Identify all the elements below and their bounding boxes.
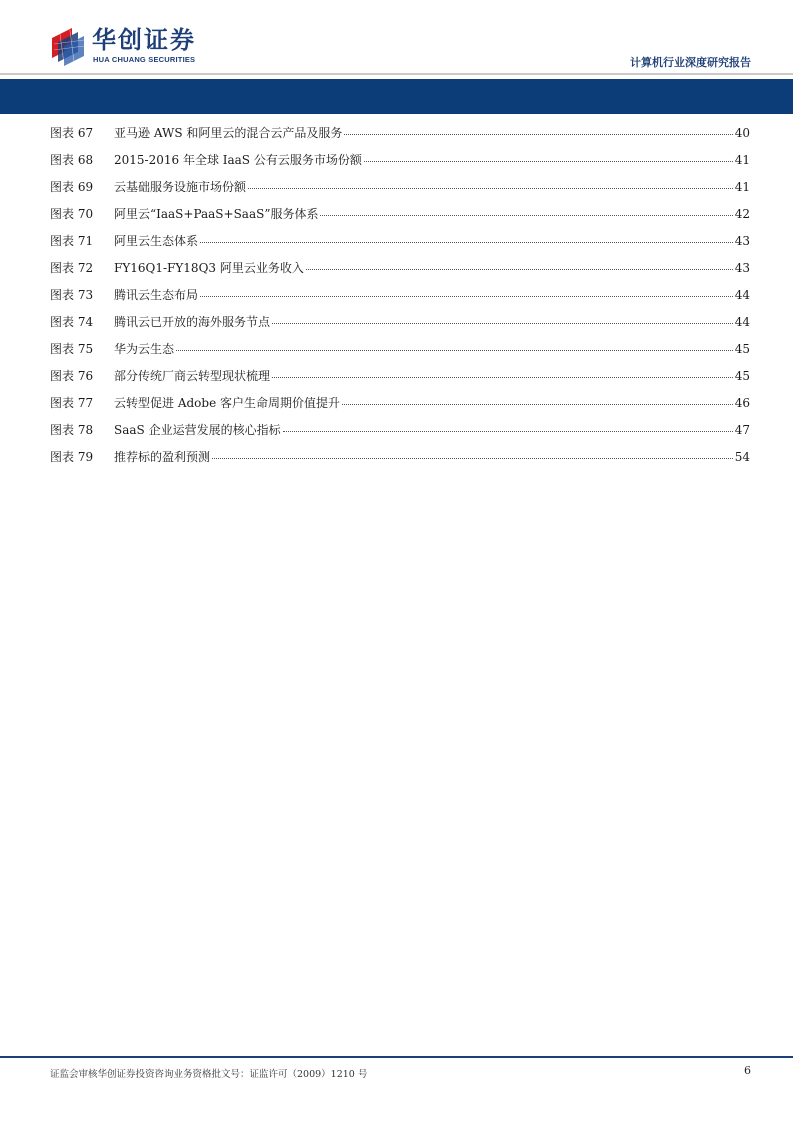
toc-entry-label: 图表 74: [50, 315, 94, 329]
toc-entry-label: 图表 75: [50, 342, 94, 356]
toc-entry-page: 41: [734, 180, 750, 194]
logo-english-name: HUA CHUANG SECURITIES: [93, 55, 196, 64]
toc-entry-label: 图表 72: [50, 261, 94, 275]
toc-entry-label: 图表 77: [50, 396, 94, 410]
toc-entry-title: SaaS 企业运营发展的核心指标: [114, 423, 281, 437]
header-band: [0, 79, 793, 114]
toc-entry-page: 42: [734, 207, 750, 221]
toc-entry-page: 43: [734, 261, 750, 275]
footer-divider: [0, 1056, 793, 1058]
toc-entry-leader: [272, 322, 733, 324]
toc-entry-leader: [283, 430, 733, 432]
page-header: [0, 0, 793, 80]
toc-entry-title: 2015-2016 年全球 IaaS 公有云服务市场份额: [114, 153, 362, 167]
toc-entry-leader: [200, 295, 733, 297]
toc-entry-page: 40: [734, 126, 750, 140]
toc-entry-title: 阿里云“IaaS+PaaS+SaaS”服务体系: [114, 207, 319, 221]
toc-entry-label: 图表 69: [50, 180, 94, 194]
page-number: 6: [744, 1064, 751, 1077]
toc-entry-leader: [176, 349, 733, 351]
toc-entry-leader: [200, 241, 733, 243]
toc-entry-title: 推荐标的盈利预测: [114, 450, 211, 464]
toc-entry-page: 47: [734, 423, 750, 437]
report-type-title: 计算机行业深度研究报告: [630, 56, 751, 69]
toc-entry-title: 腾讯云生态布局: [114, 288, 199, 302]
toc-entry[interactable]: [50, 396, 750, 423]
toc-entry-page: 45: [734, 369, 750, 383]
toc-entry[interactable]: [50, 450, 750, 477]
toc-entry[interactable]: [50, 369, 750, 396]
toc-entry-title: 亚马逊 AWS 和阿里云的混合云产品及服务: [114, 126, 343, 140]
toc-entry-title: 腾讯云已开放的海外服务节点: [114, 315, 271, 329]
toc-entry-leader: [212, 457, 733, 459]
toc-entry-leader: [364, 160, 733, 162]
toc-entry[interactable]: [50, 423, 750, 450]
toc-entry-title: 云转型促进 Adobe 客户生命周期价值提升: [114, 396, 340, 410]
toc-entry-title: 阿里云生态体系: [114, 234, 199, 248]
logo-chinese-name: 华创证券: [92, 26, 196, 54]
toc-entry-label: 图表 67: [50, 126, 94, 140]
toc-entry-label: 图表 76: [50, 369, 94, 383]
toc-entry-page: 43: [734, 234, 750, 248]
toc-entry-page: 41: [734, 153, 750, 167]
toc-entry-page: 54: [734, 450, 750, 464]
toc-entry-leader: [306, 268, 733, 270]
toc-entry[interactable]: [50, 207, 750, 234]
toc-entry-leader: [248, 187, 733, 189]
toc-entry-label: 图表 70: [50, 207, 94, 221]
toc-entry-title: 部分传统厂商云转型现状梳理: [114, 369, 271, 383]
toc-entry[interactable]: [50, 261, 750, 288]
toc-entry[interactable]: [50, 180, 750, 207]
footer-license: 证监会审核华创证券投资咨询业务资格批文号：证监许可（2009）1210 号: [50, 1069, 368, 1080]
toc-entry-label: 图表 71: [50, 234, 94, 248]
company-logo-icon: [50, 26, 90, 66]
toc-entry-page: 45: [734, 342, 750, 356]
toc-entry-page: 44: [734, 288, 750, 302]
toc-entry-label: 图表 68: [50, 153, 94, 167]
toc-entry[interactable]: [50, 315, 750, 342]
toc-entry-page: 44: [734, 315, 750, 329]
toc-entry-title: 云基础服务设施市场份额: [114, 180, 247, 194]
figure-list: [50, 126, 750, 477]
toc-entry-leader: [320, 214, 732, 216]
header-divider: [0, 73, 793, 75]
toc-entry-page: 46: [734, 396, 750, 410]
toc-entry-leader: [272, 376, 733, 378]
toc-entry[interactable]: [50, 288, 750, 315]
toc-entry-label: 图表 79: [50, 450, 94, 464]
toc-entry-title: FY16Q1-FY18Q3 阿里云业务收入: [114, 261, 304, 275]
toc-entry[interactable]: [50, 126, 750, 153]
toc-entry-label: 图表 73: [50, 288, 94, 302]
toc-entry-leader: [344, 133, 732, 135]
toc-entry[interactable]: [50, 234, 750, 261]
toc-entry-label: 图表 78: [50, 423, 94, 437]
toc-entry-leader: [342, 403, 733, 405]
toc-entry[interactable]: [50, 153, 750, 180]
toc-entry-title: 华为云生态: [114, 342, 175, 356]
toc-entry[interactable]: [50, 342, 750, 369]
